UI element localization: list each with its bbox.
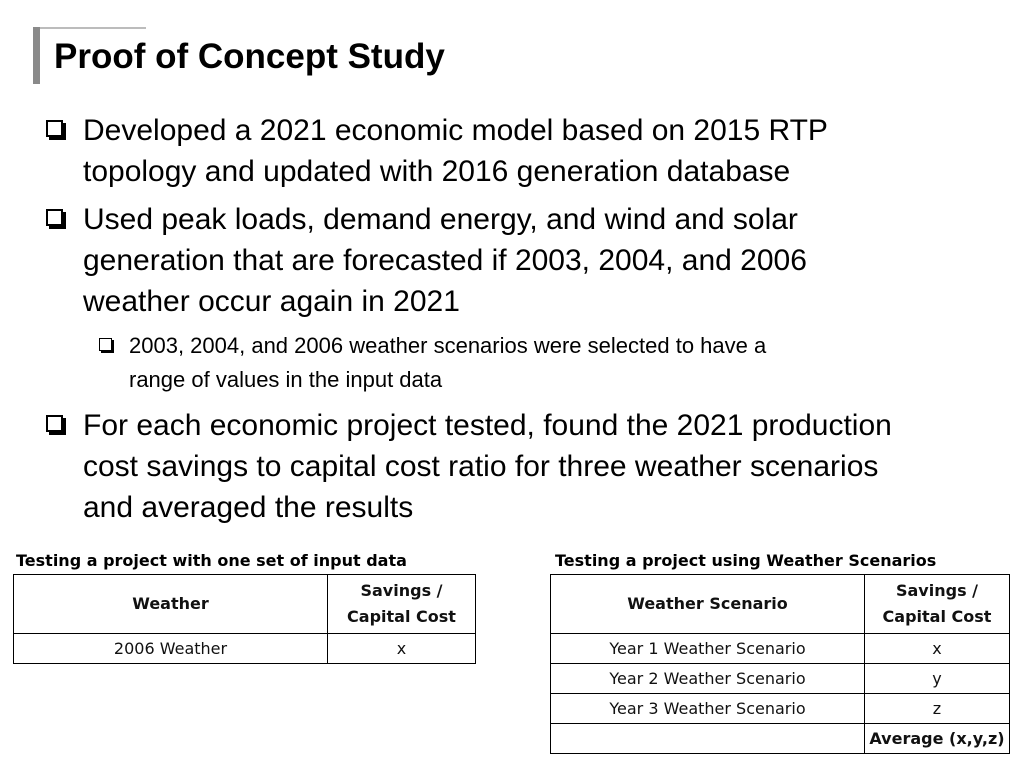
table2-row-label: Year 1 Weather Scenario bbox=[551, 634, 865, 664]
table-row bbox=[551, 694, 1010, 724]
table1-col2-header bbox=[328, 575, 476, 634]
table2-col2-header-line1: Savings / bbox=[895, 581, 978, 600]
sub-bullet bbox=[99, 329, 989, 397]
checkbox-bullet-icon bbox=[46, 415, 63, 432]
table2-row-value: z bbox=[865, 694, 1010, 724]
weather-scenarios-table bbox=[550, 574, 1010, 754]
sub-bullet-text: 2003, 2004, and 2006 weather scenarios were selected to have a range of values in the input data bbox=[129, 333, 767, 392]
title-accent-line bbox=[40, 27, 146, 29]
table1-col1-header: Weather bbox=[14, 575, 328, 634]
table2-col2-header-line2: Capital Cost bbox=[882, 607, 992, 626]
bullet-2 bbox=[46, 199, 1013, 322]
table1-caption: Testing a project with one set of input data bbox=[16, 551, 407, 570]
table2-caption: Testing a project using Weather Scenarios bbox=[555, 551, 937, 570]
table1-row-value: x bbox=[328, 634, 476, 664]
slide-title: Proof of Concept Study bbox=[54, 37, 445, 76]
table-row bbox=[551, 664, 1010, 694]
bullet-1-text: Developed a 2021 economic model based on 2015 RTP topology and updated with 2016 generation database bbox=[83, 114, 828, 188]
table1-row-label: 2006 Weather bbox=[14, 634, 328, 664]
checkbox-bullet-icon bbox=[46, 120, 63, 137]
table2-col1-header: Weather Scenario bbox=[551, 575, 865, 634]
checkbox-bullet-icon bbox=[46, 209, 63, 226]
table2-row-label: Year 2 Weather Scenario bbox=[551, 664, 865, 694]
checkbox-bullet-icon bbox=[99, 338, 112, 351]
table2-row-value: x bbox=[865, 634, 1010, 664]
bullet-2-text: Used peak loads, demand energy, and wind and solar generation that are forecasted if 2003, 2004, and 2006 weather occur again in 2021 bbox=[83, 203, 807, 318]
table-row bbox=[14, 634, 476, 664]
single-input-table bbox=[13, 574, 476, 664]
table2-average-label: Average (x,y,z) bbox=[865, 724, 1010, 754]
table1-col2-header-line2: Capital Cost bbox=[347, 607, 456, 626]
bullet-3 bbox=[46, 405, 1013, 528]
bullet-1 bbox=[46, 110, 1013, 192]
table1-col2-header-line1: Savings / bbox=[360, 581, 443, 600]
table2-row-value: y bbox=[865, 664, 1010, 694]
table2-row-label: Year 3 Weather Scenario bbox=[551, 694, 865, 724]
table2-average-blank bbox=[551, 724, 865, 754]
table-row bbox=[551, 634, 1010, 664]
bullet-3-text: For each economic project tested, found the 2021 production cost savings to capital cost ratio for three weather scenarios and averaged the results bbox=[83, 409, 892, 524]
table-row bbox=[551, 724, 1010, 754]
table2-col2-header bbox=[865, 575, 1010, 634]
title-accent-bar bbox=[33, 27, 40, 84]
